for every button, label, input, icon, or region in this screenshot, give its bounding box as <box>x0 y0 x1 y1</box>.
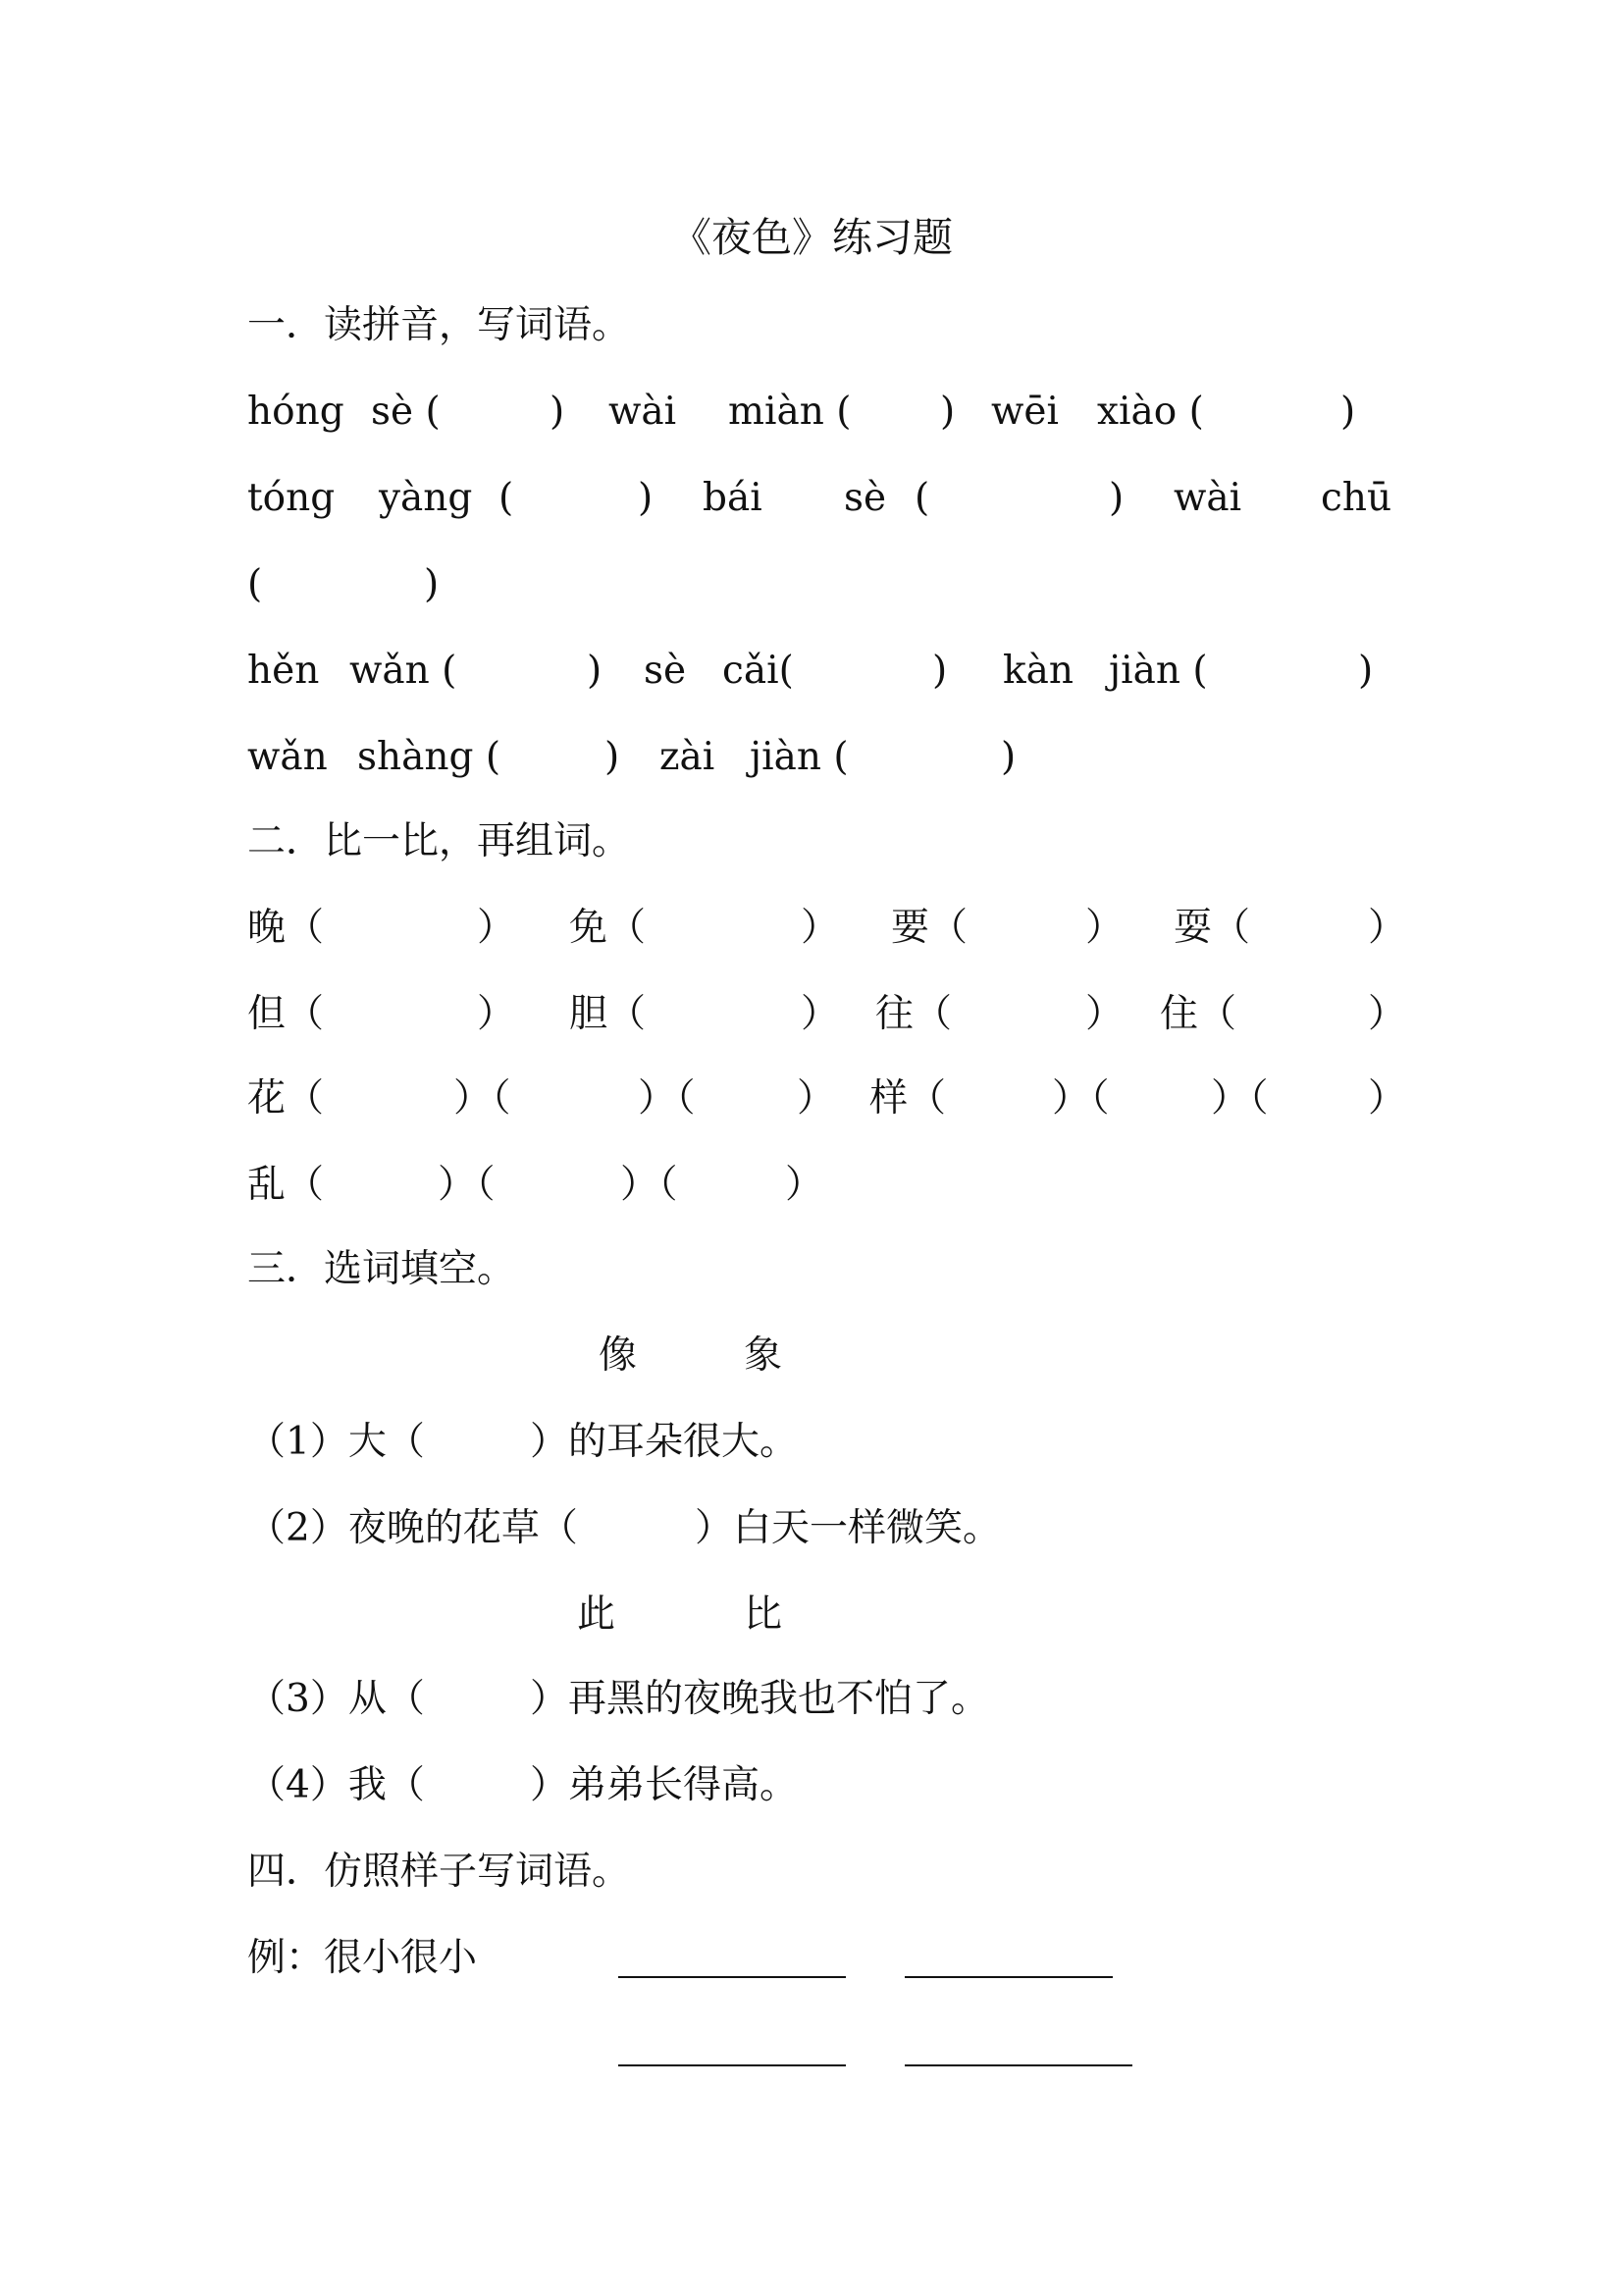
paren: ( <box>498 476 514 520</box>
pinyin: sè ( <box>371 390 441 434</box>
pinyin: wǎn ( <box>349 649 457 693</box>
answer-blank <box>618 2064 846 2066</box>
answer-blank <box>905 2064 1132 2066</box>
char-item: 胆（ <box>569 992 647 1036</box>
char-item: 乱（ <box>247 1163 325 1207</box>
pinyin: sè <box>644 649 687 693</box>
paren: ) <box>1340 390 1356 434</box>
paren: ( <box>247 562 263 606</box>
pinyin: yàng <box>379 476 473 520</box>
pinyin: hóng <box>247 390 344 434</box>
pinyin: hěn <box>247 649 320 693</box>
char-item: 往（ <box>875 992 953 1036</box>
char-item: 住（ <box>1160 992 1237 1036</box>
choice-word: 像 <box>599 1333 638 1378</box>
question-text: （4）我（ <box>247 1763 425 1807</box>
pinyin: jiàn ( <box>1109 649 1208 693</box>
paren: ( <box>915 476 930 520</box>
section1-heading: 一．读拼音，写词语。 <box>247 303 631 347</box>
section4-heading: 四．仿照样子写词语。 <box>247 1850 631 1894</box>
paren: ) <box>1001 735 1017 779</box>
pinyin: zài <box>659 735 715 779</box>
paren: ) <box>1358 649 1374 693</box>
paren: ) <box>604 735 620 779</box>
paren: ） <box>1368 992 1407 1036</box>
paren: ）（ <box>438 1163 496 1207</box>
paren: ) <box>587 649 602 693</box>
answer-blank <box>618 1976 846 1978</box>
paren: ） <box>797 1076 836 1121</box>
choice-word: 此 <box>577 1592 616 1637</box>
question-text: ）弟弟长得高。 <box>530 1763 799 1807</box>
question-text: ）的耳朵很大。 <box>530 1420 799 1464</box>
char-item: 样（ <box>869 1076 947 1121</box>
question-text: ）白天一样微笑。 <box>695 1506 1002 1550</box>
pinyin: sè <box>844 476 887 520</box>
pinyin: miàn ( <box>728 390 852 434</box>
pinyin: shàng ( <box>357 735 501 779</box>
pinyin: chū <box>1321 476 1392 520</box>
page-title: 《夜色》练习题 <box>671 214 953 261</box>
choice-word: 比 <box>744 1592 783 1637</box>
section3-heading: 三．选词填空。 <box>247 1247 516 1291</box>
char-item: 耍（ <box>1174 906 1251 950</box>
paren: ）（ <box>453 1076 511 1121</box>
pinyin: tóng <box>247 476 336 520</box>
pinyin: cǎi( <box>722 649 794 693</box>
paren: ） <box>1085 992 1125 1036</box>
paren: ） <box>477 992 516 1036</box>
paren: ） <box>1085 906 1125 950</box>
paren: ) <box>932 649 948 693</box>
pinyin: kàn <box>1003 649 1074 693</box>
paren: ） <box>801 992 840 1036</box>
question-text: （1）大（ <box>247 1420 425 1464</box>
char-item: 要（ <box>891 906 969 950</box>
section2-heading: 二．比一比，再组词。 <box>247 819 631 863</box>
pinyin: wài <box>1174 476 1242 520</box>
pinyin: xiào ( <box>1097 390 1204 434</box>
question-text: （3）从（ <box>247 1677 425 1721</box>
paren: ） <box>1368 906 1407 950</box>
pinyin: bái <box>703 476 762 520</box>
paren: ) <box>1109 476 1125 520</box>
paren: ) <box>638 476 654 520</box>
pinyin: wǎn <box>247 735 328 779</box>
pinyin: wēi <box>991 390 1059 434</box>
choice-word: 象 <box>744 1333 783 1378</box>
question-text: （2）夜晚的花草（ <box>247 1506 578 1550</box>
char-item: 晚（ <box>247 906 325 950</box>
char-item: 花（ <box>247 1076 325 1121</box>
example-text: 例：很小很小 <box>247 1936 478 1980</box>
char-item: 免（ <box>569 906 647 950</box>
paren: ) <box>940 390 956 434</box>
pinyin: wài <box>608 390 677 434</box>
question-text: ）再黑的夜晚我也不怕了。 <box>530 1677 990 1721</box>
paren: ） <box>801 906 840 950</box>
paren: ) <box>424 562 440 606</box>
char-item: 但（ <box>247 992 325 1036</box>
answer-blank <box>905 1976 1113 1978</box>
paren: ）（ <box>638 1076 696 1121</box>
paren: ) <box>550 390 565 434</box>
pinyin: jiàn ( <box>750 735 849 779</box>
paren: ）（ <box>1052 1076 1110 1121</box>
paren: ）（ <box>620 1163 678 1207</box>
paren: ） <box>1368 1076 1407 1121</box>
paren: ）（ <box>1211 1076 1269 1121</box>
paren: ） <box>477 906 516 950</box>
paren: ） <box>785 1163 824 1207</box>
